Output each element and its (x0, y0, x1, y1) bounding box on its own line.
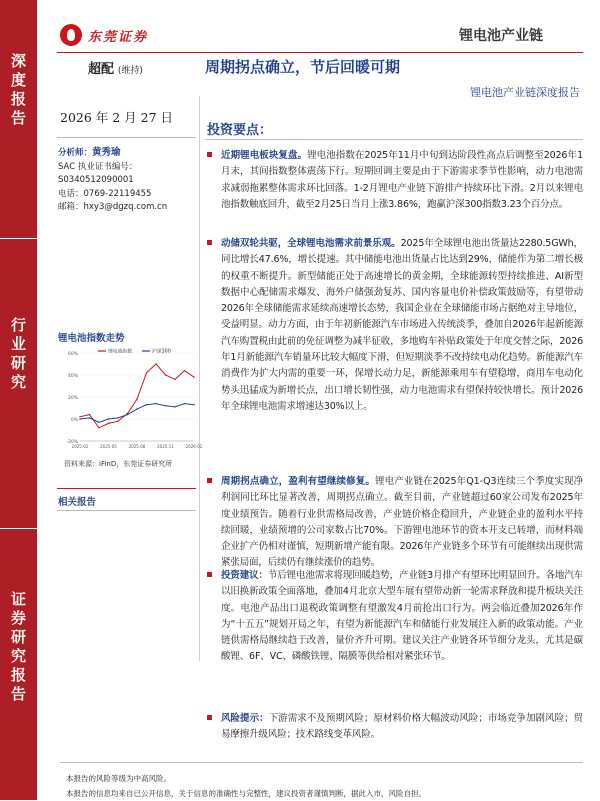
series-line-2 (80, 404, 194, 423)
analyst-email: 邮箱：hxy3@dgzq.com.cn (58, 202, 168, 212)
key-point-5 (207, 711, 583, 744)
key-point-lead: 风险提示： (221, 713, 269, 724)
cert-number: S0340512090001 (58, 175, 134, 185)
key-point-lead: 近期锂电板块复盘。 (221, 150, 308, 161)
y-tick-label: 20% (67, 396, 78, 401)
key-points-title: 投资要点： (207, 123, 273, 138)
key-point-lead: 周期拐点确立，盈利有望继续修复。 (221, 476, 376, 487)
data-point (98, 422, 99, 423)
sidebar-char: 报 (10, 90, 26, 108)
data-point (79, 418, 80, 419)
data-point (184, 403, 185, 404)
logo-text: 东莞证券 (88, 29, 149, 45)
data-point (165, 405, 166, 406)
sidebar-divider (0, 528, 37, 529)
key-point-text: 下游需求不及预期风险；原材料价格大幅波动风险；市场竞争加剧风险；贸易摩擦升级风险；技术路线变革风险。 (221, 713, 583, 741)
sidebar-char: 度 (10, 71, 26, 89)
x-tick-label: 2025-11 (157, 444, 174, 449)
industry-title: 锂电池产业链 (459, 28, 543, 44)
data-point (193, 377, 194, 378)
data-point (146, 404, 147, 405)
y-tick-label: 0% (70, 418, 78, 423)
sidebar-char: 研 (10, 628, 26, 646)
y-tick-label: 60% (67, 352, 78, 357)
key-point-3 (207, 474, 583, 572)
key-point-lead: 投资建议： (221, 570, 268, 581)
x-tick-label: 2025-08 (128, 444, 146, 449)
sidebar-char: 究 (10, 373, 26, 391)
footer-risk-level: 本报告的风险等级为中高风险。 (66, 774, 171, 783)
x-tick-label: 2026-02 (185, 444, 203, 449)
sidebar-char: 券 (10, 609, 26, 627)
column-divider (199, 96, 200, 661)
sidebar-char: 报 (10, 666, 26, 684)
data-point (89, 414, 90, 415)
sidebar-char: 告 (10, 685, 26, 703)
data-point (184, 370, 185, 371)
sidebar-char: 证 (10, 590, 26, 608)
data-point (117, 421, 118, 422)
rating-sub: (维持) (117, 66, 143, 76)
report-type: 锂电池产业链深度报告 (470, 86, 580, 99)
sidebar-divider (0, 238, 37, 239)
data-point (108, 418, 109, 419)
data-point (146, 372, 147, 373)
sidebar-char: 研 (10, 354, 26, 372)
data-point (117, 417, 118, 418)
data-point (193, 404, 194, 405)
data-point (89, 417, 90, 418)
analyst-label: 分析师： (58, 148, 93, 158)
key-point-text: 锂电池指数在2025年11月中旬到达阶段性高点后调整至2026年1月末，其间指数整体震荡下行。短期回调主要是由于下游需求季节性影响，动力电池需求减弱拖累整体需求环比回落。1-2月锂电产业链下游排产持续环比下滑。2月以来锂电池指数触底回升，截至2月25日当月上涨3.86%，跑赢沪深300指数3.23个百分点。 (221, 150, 583, 210)
header-divider (57, 52, 583, 53)
key-point-text: 2025年全球锂电池出货量达2280.5GWh，同比增长47.6%，增长提速。其中储能电池出货量占比达到29%，储能作为第二增长极的权重不断提升。新型储能正处于高速增长的黄金期，全球能源转型持续推进、AI新型数据中心配储需求爆发、海外户储强劲复苏、国内容量电价补偿政策鼓励等，有望带动2026年全球储能需求延续高速增长态势，我国企业在全球储能市场占据绝对主导地位，受益明显。动力方面，由于年初新能源汽车市场进入传统淡季，叠加自2026年起新能源汽车购置税由此前的免征调整为减半征收，多地购车补贴政策处于年度交替之际，2026年1月新能源汽车销量环比较大幅度下滑，但短期淡季不改持续电动化趋势。新能源汽车消费作为扩大内需的重要一环，保增长动力足，新能源乘用车有望稳增，商用车电动化势头迅猛成为新增长点，出口增长韧性强，动力电池需求有望保持较快增长。预计2026年全球锂电池需求增速达30%以上。 (221, 238, 583, 412)
report-title: 周期拐点确立，节后回暖可期 (205, 58, 401, 76)
key-point-lead: 动储双轮共驱，全球锂电池需求前景乐观。 (221, 238, 401, 249)
key-point-1 (207, 148, 583, 213)
data-point (136, 408, 137, 409)
y-tick-label: -20% (66, 440, 78, 445)
data-point (155, 403, 156, 404)
data-point (127, 414, 128, 415)
legend-label: 锂电池指数 (108, 349, 132, 355)
data-point (174, 406, 175, 407)
sidebar-section-deep-report (0, 52, 37, 128)
data-point (98, 427, 99, 428)
left-divider (57, 137, 196, 138)
report-date: 2026 年 2 月 27 日 (60, 110, 174, 125)
analyst-name: 黄秀瑜 (92, 147, 121, 158)
key-point-text: 锂电产业链在2025年Q1-Q3连续三个季度实现净利润同比环比显著改善，周期拐点确立。截至目前，产业链超过60家公司发布2025年度业绩预告。随着行业供需格局改善，产业链价格企稳回升，产业链企业的盈利水平持续回暖，业绩预增的公司家数占比70%。下游锂电池环节的资本开支已转增，而材料端企业扩产仍相对谨慎，短期新增产能有限。2026年产业链多个环节有可能继续出现供需紧张局面，后续仍有继续涨价的趋势。 (221, 476, 584, 569)
chart-source: 资料来源：iFinD，东莞证券研究所 (64, 460, 173, 468)
bullet-square-icon (207, 572, 212, 577)
key-point-text: 节后锂电池需求将现回暖趋势，产业链3月排产有望环比明显回升。各地汽车以旧换新政策全面落地，叠加4月北京大型车展有望带动新一轮需求释放和提升板块关注度。电池产品出口退税政策调整有望激发4月前抢出口行为。两会临近叠加2026年作为“十五五”规划开局之年，有望为新能源汽车和储能行业发展注入新的政策动能。产业链供需格局继续趋于改善，量价齐升可期。建议关注产业链各环节细分龙头，尤其是碳酸锂、6F、VC、磷酸铁锂、隔膜等供给相对紧张环节。 (221, 570, 583, 663)
sidebar-char: 深 (10, 52, 26, 70)
sidebar-char: 告 (10, 109, 26, 127)
data-point (155, 363, 156, 364)
chart-title: 锂电池指数走势 (58, 333, 125, 344)
sidebar-section-securities-report (0, 590, 37, 704)
data-point (174, 379, 175, 380)
sidebar-char: 业 (10, 335, 26, 353)
bullet-square-icon (207, 478, 212, 483)
rating-main: 超配 (88, 62, 115, 77)
cert-label: SAC 执业证书编号： (58, 161, 138, 172)
bullet-square-icon (207, 715, 212, 720)
bullet-square-icon (207, 240, 212, 245)
analyst-block (58, 146, 167, 215)
sidebar-section-industry-research (0, 316, 37, 392)
related-divider (57, 488, 196, 489)
x-tick-label: 2025-02 (71, 444, 89, 449)
logo-icon (60, 24, 82, 46)
legend-label: 沪深300 (152, 349, 171, 355)
related-reports-title: 相关报告 (58, 497, 97, 508)
x-tick-label: 2025-05 (100, 444, 117, 449)
bullet-square-icon (207, 152, 212, 157)
index-trend-chart (58, 345, 203, 453)
key-point-4 (207, 568, 583, 666)
y-tick-label: 40% (67, 374, 78, 379)
key-point-2 (207, 236, 583, 415)
related-divider-bottom (57, 510, 196, 511)
series-line-1 (80, 364, 194, 428)
company-logo (60, 24, 148, 46)
key-points-divider (205, 139, 583, 140)
data-point (165, 374, 166, 375)
analyst-phone: 电话：0769-22119455 (58, 188, 152, 199)
left-sidebar (0, 0, 37, 800)
data-point (136, 399, 137, 400)
footer-disclaimer (66, 771, 586, 801)
rating (88, 58, 143, 77)
sidebar-char: 究 (10, 647, 26, 665)
data-point (79, 416, 80, 417)
sidebar-char: 行 (10, 316, 26, 334)
footer-divider (60, 762, 583, 763)
data-point (108, 423, 109, 424)
footer-disclaimer-text: 本报告的信息均来自已公开信息，关于信息的准确性与完整性，建议投资者谨慎判断，据此入市，风险自担。 (66, 789, 426, 798)
